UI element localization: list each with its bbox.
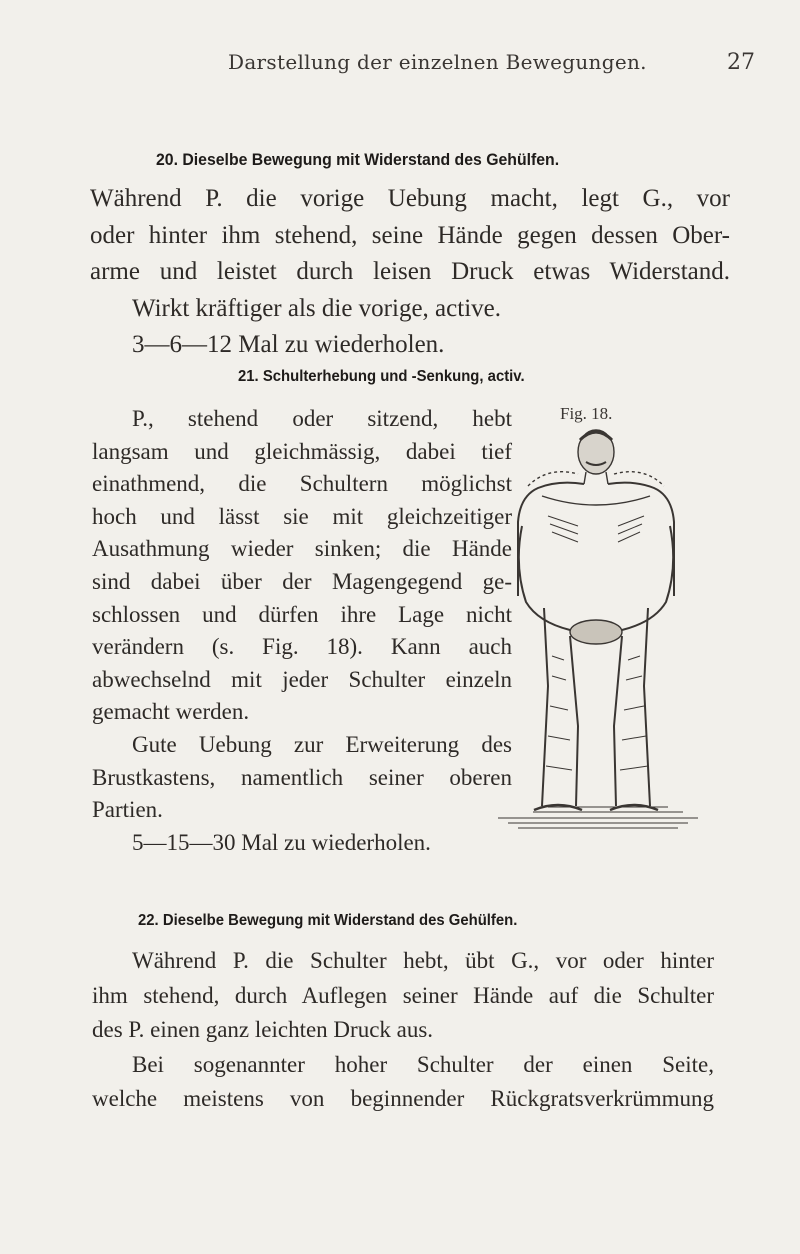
text-line: Während P. die vorige Uebung macht, legt G., vor <box>90 185 730 212</box>
text-line: schlossen und dürfen ihre Lage nicht <box>92 601 512 627</box>
section-heading-22: 22. Dieselbe Bewegung mit Widerstand des Gehülfen. <box>138 912 518 929</box>
page-number: 27 <box>727 50 755 75</box>
text-line: Brustkastens, namentlich seiner oberen <box>92 764 512 790</box>
figure-caption: Fig. 18. <box>560 404 613 423</box>
section-body-20 <box>90 181 730 364</box>
running-title: Darstellung der einzelnen Bewegungen. <box>228 50 647 74</box>
section-body-21 <box>92 403 512 859</box>
text-line: Ausathmung wieder sinken; die Hände <box>92 536 512 562</box>
standing-man-engraving <box>478 426 718 836</box>
text-line: Bei sogenannter hoher Schulter der einen Seite, <box>132 1051 714 1077</box>
text-line: ihm stehend, durch Auflegen seiner Hände auf die Schulter <box>92 982 714 1008</box>
text-line: verändern (s. Fig. 18). Kann auch <box>92 634 512 660</box>
section-body-22 <box>92 944 714 1117</box>
text-line: einathmend, die Schultern möglichst <box>92 471 512 497</box>
text-line: sind dabei über der Magengegend ge- <box>92 568 512 594</box>
text-line: Wirkt kräftiger als die vorige, active. <box>132 294 501 322</box>
text-line: gemacht werden. <box>92 699 250 725</box>
text-line: 3—6—12 Mal zu wiederholen. <box>132 331 445 358</box>
text-line: P., stehend oder sitzend, hebt <box>132 406 512 431</box>
text-line: arme und leistet durch leisen Druck etwas Widerstand. <box>90 258 730 285</box>
text-line: abwechselnd mit jeder Schulter einzeln <box>92 666 512 692</box>
text-line: Während P. die Schulter hebt, übt G., vor oder hinter <box>132 948 714 973</box>
text-line: oder hinter ihm stehend, seine Hände gegen dessen Ober- <box>90 221 730 249</box>
text-line: Gute Uebung zur Erweiterung des <box>132 731 512 757</box>
text-line: 5—15—30 Mal zu wiederholen. <box>132 829 431 855</box>
section-heading-21: 21. Schulterhebung und -Senkung, activ. <box>238 368 525 385</box>
text-line: des P. einen ganz leichten Druck aus. <box>92 1017 434 1042</box>
text-line: langsam und gleichmässig, dabei tief <box>92 438 512 464</box>
text-line: welche meistens von beginnender Rückgratsverkrümmung <box>92 1086 714 1111</box>
text-line: hoch und lässt sie mit gleichzeitiger <box>92 503 512 529</box>
text-line: Partien. <box>92 797 163 823</box>
figure-18-illustration <box>478 426 718 836</box>
section-heading-20: 20. Dieselbe Bewegung mit Widerstand des Gehülfen. <box>156 150 560 169</box>
